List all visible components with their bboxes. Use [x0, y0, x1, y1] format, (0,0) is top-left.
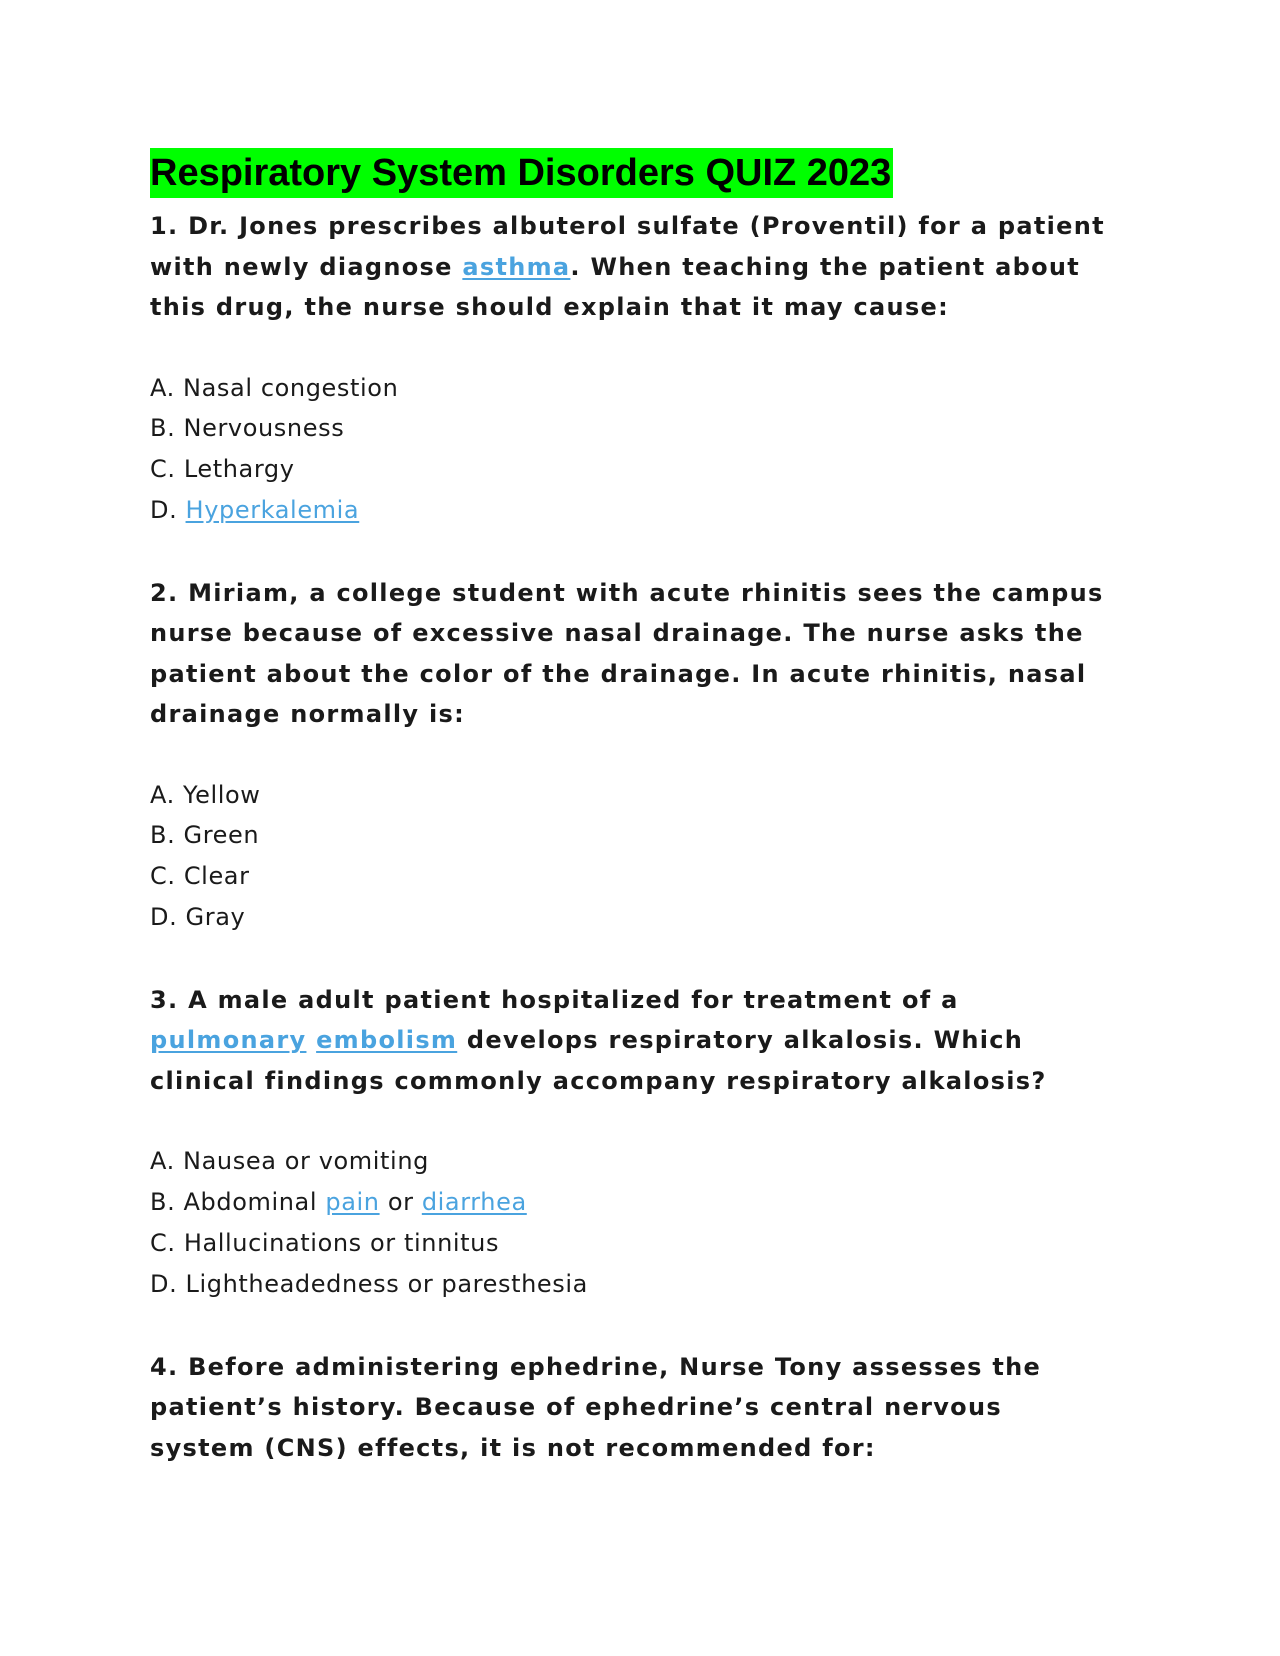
option-3b-middle: or — [379, 1188, 422, 1217]
option-2b: B. Green — [150, 821, 260, 850]
question-3-space — [306, 1026, 316, 1054]
option-3a: A. Nausea or vomiting — [150, 1147, 429, 1176]
option-1d — [150, 490, 1110, 531]
question-2-options — [150, 775, 1110, 938]
option-1c: C. Lethargy — [150, 455, 295, 484]
question-1-options — [150, 368, 1110, 531]
option-3c: C. Hallucinations or tinnitus — [150, 1228, 500, 1257]
link-hyperkalemia[interactable]: Hyperkalemia — [185, 495, 360, 524]
link-pain[interactable]: pain — [325, 1188, 380, 1217]
option-3d: D. Lightheadedness or paresthesia — [150, 1269, 588, 1298]
option-3b-prefix: B. Abdominal — [150, 1188, 326, 1217]
document-page — [150, 148, 1110, 1468]
link-diarrhea[interactable]: diarrhea — [421, 1188, 527, 1217]
page-title: Respiratory System Disorders QUIZ 2023 — [150, 148, 893, 198]
question-3-text: 3. A male adult patient hospitalized for treatment of a — [150, 985, 959, 1014]
question-2: 2. Miriam, a college student with acute rhinitis sees the campus nurse because of excessive nasal drainage. The nurse asks the patient about the color of the drainage. In acute rhinitis, nasal drainage normally is: — [150, 578, 1104, 729]
question-1-text: 1. Dr. Jones prescribes albuterol sulfate (Proventil) for a patient with newly diagnose — [150, 212, 1105, 281]
option-3b — [150, 1182, 1110, 1223]
question-4: 4. Before administering ephedrine, Nurse Tony assesses the patient’s history. Because of ephedrine’s central nervous system (CNS) effects, it is not recommended for: — [150, 1352, 1042, 1462]
option-1b: B. Nervousness — [150, 414, 345, 443]
link-pulmonary[interactable]: pulmonary — [150, 1026, 307, 1055]
link-embolism[interactable]: embolism — [316, 1026, 458, 1055]
option-2c: C. Clear — [150, 862, 250, 891]
question-3-text-end: develops respiratory alkalosis. Which clinical findings commonly accompany respiratory alkalosis? — [150, 1026, 1047, 1095]
link-asthma[interactable]: asthma — [462, 252, 571, 281]
question-1 — [150, 206, 1110, 328]
question-1-text-end: . When teaching the patient about this drug, the nurse should explain that it may cause: — [150, 252, 1081, 321]
option-2d: D. Gray — [150, 903, 246, 932]
question-3 — [150, 980, 1110, 1102]
question-3-options — [150, 1141, 1110, 1304]
option-1a: A. Nasal congestion — [150, 373, 399, 402]
option-2a: A. Yellow — [150, 780, 261, 809]
option-1d-prefix: D. — [150, 495, 186, 524]
